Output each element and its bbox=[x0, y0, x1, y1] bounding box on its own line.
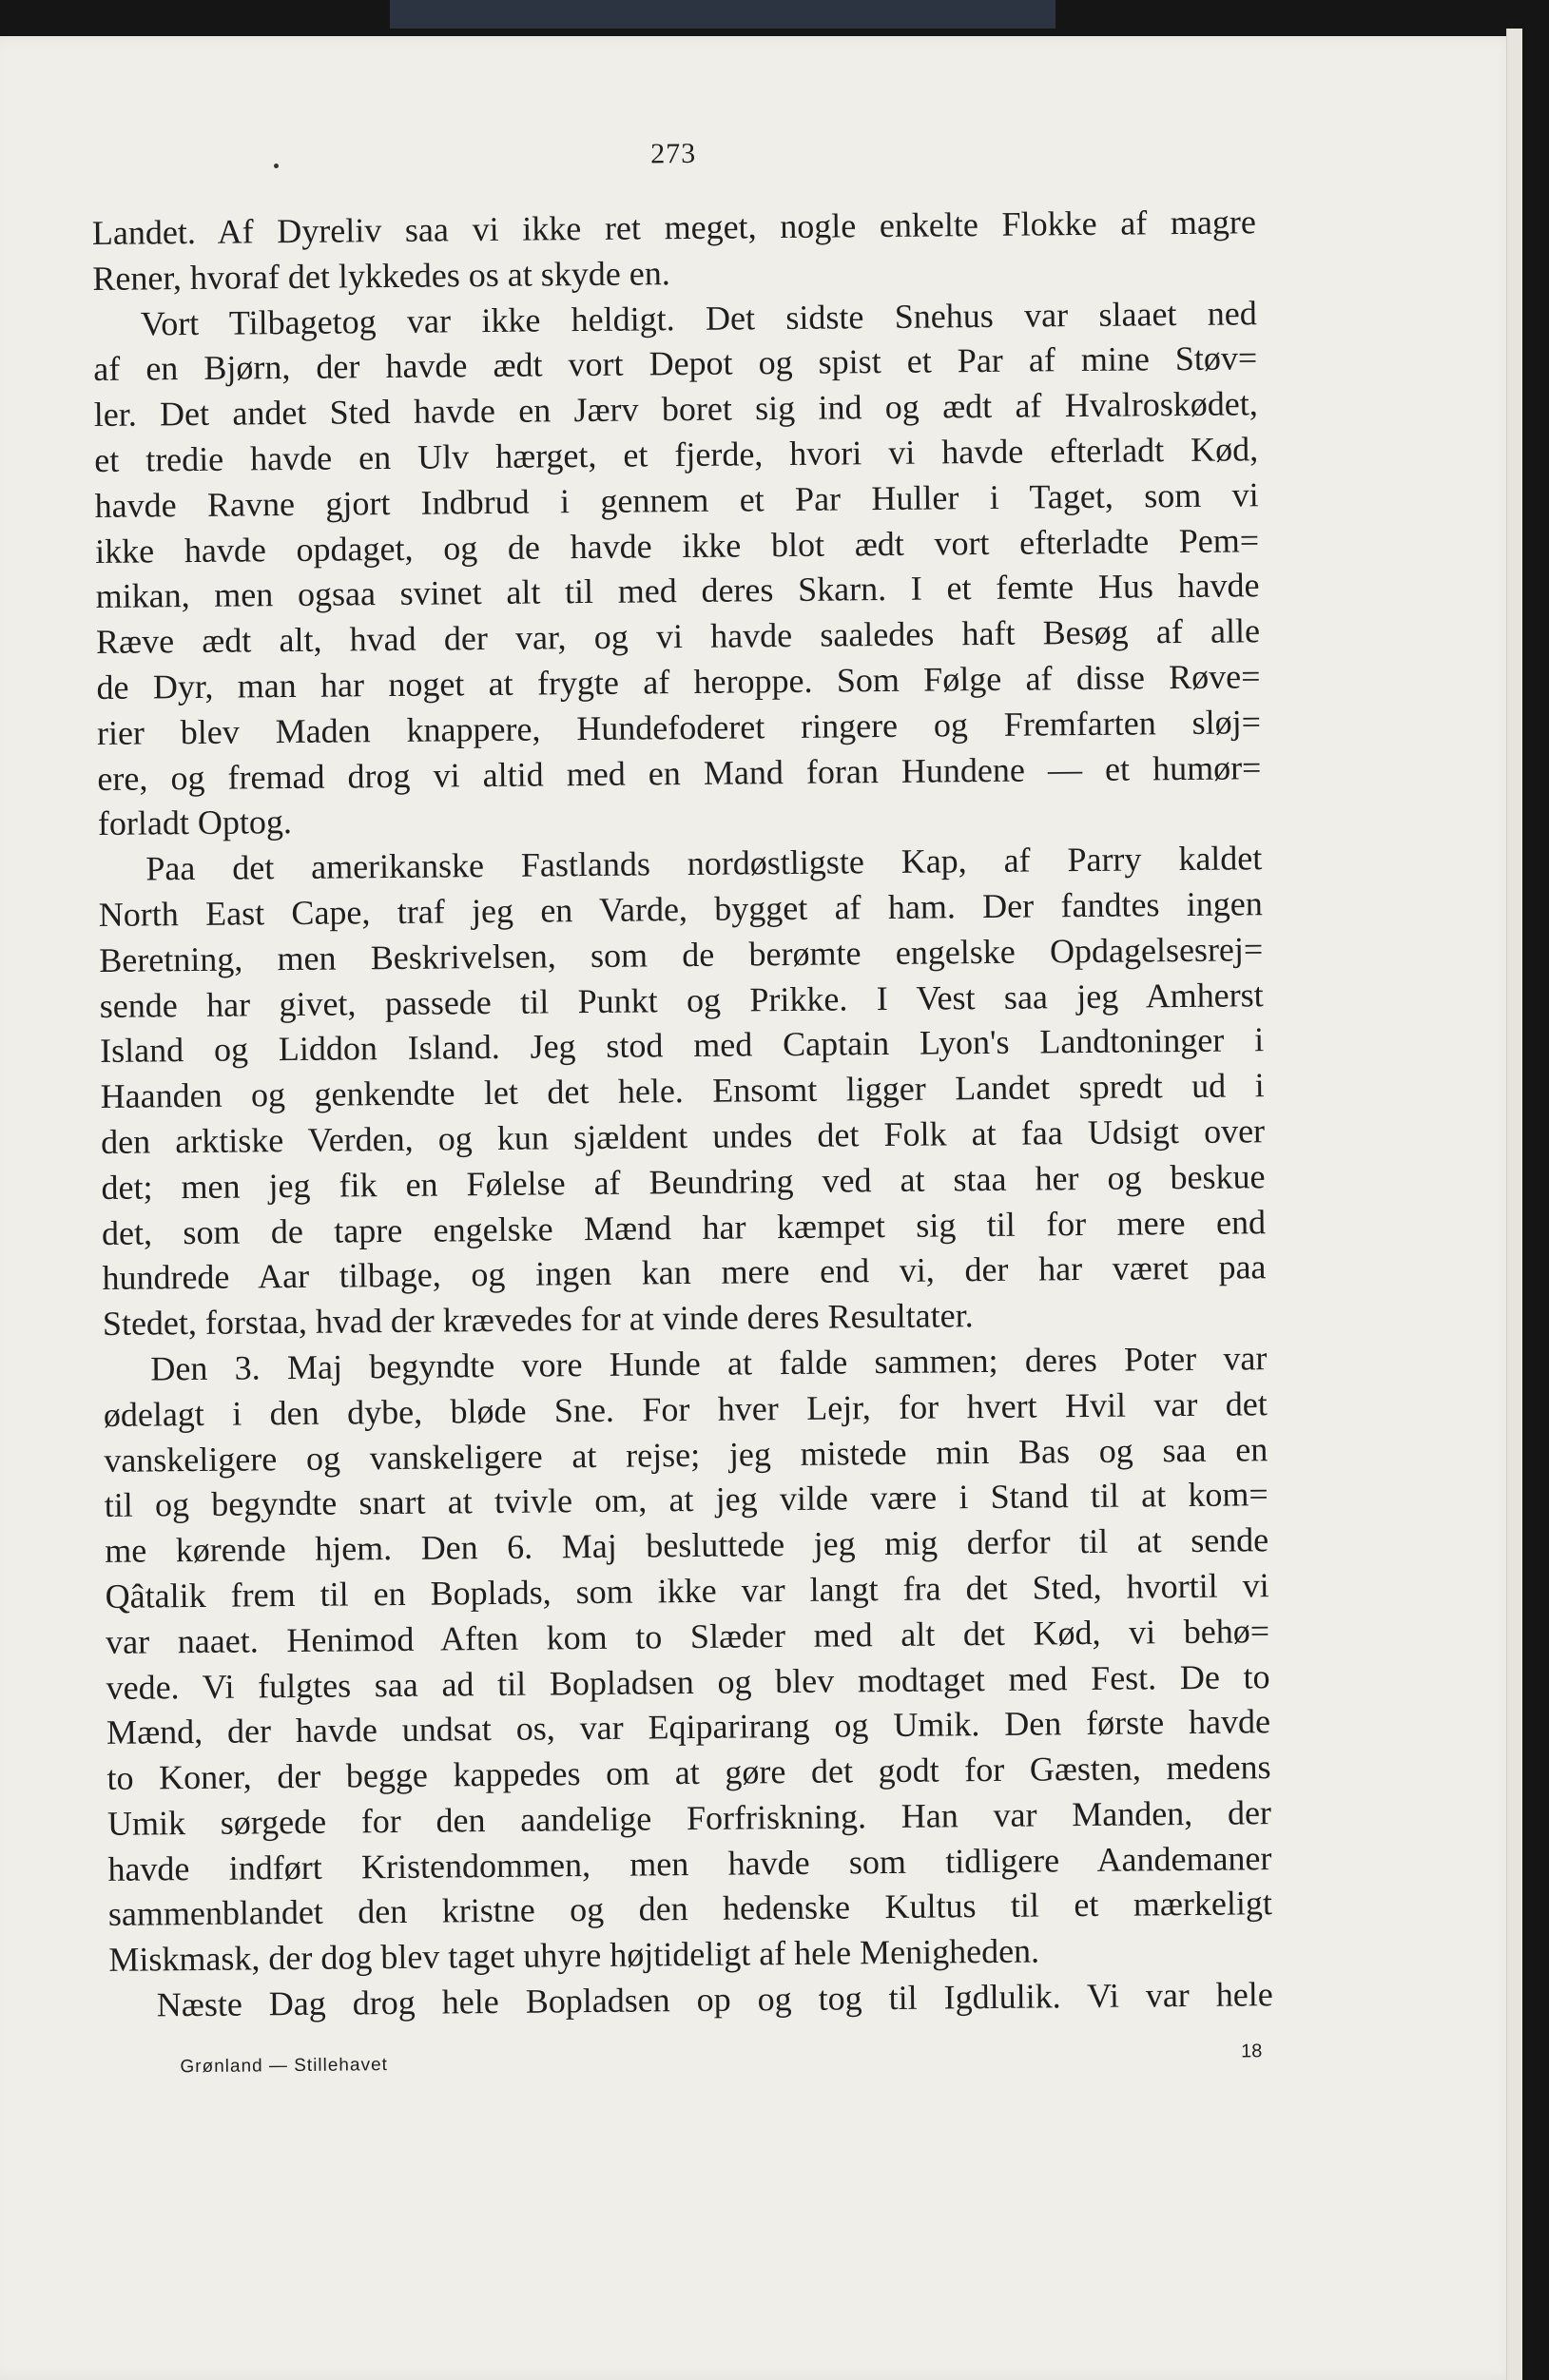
text-line: sende har givet, passede til Punkt og Prikke. I Vest saa jeg Amherst bbox=[99, 975, 1264, 1025]
text-line: Paa det amerikanske Fastlands nordøstligste Kap, af Parry kaldet bbox=[145, 839, 1263, 888]
text-line: Beretning, men Beskrivelsen, som de berømte engelske Opdagelsesrej= bbox=[99, 929, 1264, 979]
text-line: hundrede Aar tilbage, og ingen kan mere end vi, der har været paa bbox=[102, 1248, 1267, 1298]
text-line: Landet. Af Dyreliv saa vi ikke ret meget, nogle enkelte Flokke af magre bbox=[91, 203, 1257, 252]
text-line: ødelagt i den dybe, bløde Sne. For hver Lejr, for hvert Hvil var det bbox=[103, 1383, 1268, 1434]
text-line: Mænd, der havde undsat os, var Eqiparirang og Umik. Den første havde bbox=[106, 1702, 1271, 1752]
text-line: de Dyr, man har noget at frygte af heroppe. Som Følge af disse Røve= bbox=[96, 657, 1261, 706]
text-line: til og begyndte snart at tvivle om, at jeg vilde være i Stand til at kom= bbox=[104, 1475, 1268, 1525]
text-line: forladt Optog. bbox=[97, 803, 293, 843]
text-line: var naaet. Henimod Aften kom to Slæder med alt det Kød, vi behø= bbox=[105, 1611, 1270, 1661]
text-line: Qâtalik frem til en Boplads, som ikke var langt fra det Sted, hvortil vi bbox=[105, 1566, 1269, 1616]
text-line: Island og Liddon Island. Jeg stod med Captain Lyon's Landtoninger i bbox=[99, 1020, 1265, 1071]
text-line: Ræve ædt alt, hvad der var, og vi havde saaledes haft Besøg af alle bbox=[95, 611, 1261, 662]
text-line: me kørende hjem. Den 6. Maj besluttede jeg mig derfor til at sende bbox=[105, 1520, 1269, 1571]
body-text bbox=[92, 200, 1273, 2029]
text-line: havde Ravne gjort Indbrud i gennem et Par Huller i Taget, som vi bbox=[94, 475, 1259, 525]
text-line: Vort Tilbagetog var ikke heldigt. Det sidste Snehus var slaaet ned bbox=[140, 293, 1257, 343]
text-line: Stedet, forstaa, hvad der krævedes for at vinde deres Resultater. bbox=[102, 1296, 974, 1344]
text-line: Næste Dag drog hele Bopladsen op og tog til Igdlulik. Vi var hele bbox=[156, 1975, 1273, 2024]
text-line: den arktiske Verden, og kun sjældent undes det Folk at faa Udsigt over bbox=[100, 1112, 1266, 1161]
footer-sheet-number: 18 bbox=[1240, 2041, 1263, 2062]
text-line: Den 3. Maj begyndte vore Hunde at falde sammen; deres Poter var bbox=[150, 1339, 1268, 1388]
text-line: mikan, men ogsaa svinet alt til med deres Skarn. I et femte Hus havde bbox=[95, 566, 1260, 616]
text-line: det; men jeg fik en Følelse af Beundring ved at staa her og beskue bbox=[101, 1156, 1266, 1207]
text-line: Umik sørgede for den aandelige Forfriskning. Han var Manden, der bbox=[106, 1793, 1272, 1843]
text-line: vanskeligere og vanskeligere at rejse; jeg mistede min Bas og saa en bbox=[104, 1429, 1268, 1480]
footer-signature: Grønland — Stillehavet bbox=[180, 2054, 388, 2078]
text-line: sammenblandet den kristne og den hedenske Kultus til et mærkeligt bbox=[107, 1884, 1273, 1934]
text-line: vede. Vi fulgtes saa ad til Bopladsen og blev modtaget med Fest. De to bbox=[106, 1656, 1270, 1707]
text-line: det, som de tapre engelske Mænd har kæmpet sig til for mere end bbox=[101, 1202, 1267, 1252]
text-line: North East Cape, traf jeg en Varde, bygget af ham. Der fandtes ingen bbox=[98, 884, 1263, 934]
page-text-block bbox=[91, 129, 1274, 2090]
book-cover-edge bbox=[390, 0, 1055, 29]
text-line: to Koner, der begge kappedes om at gøre det godt for Gæsten, medens bbox=[106, 1748, 1271, 1798]
text-line: ler. Det andet Sted havde en Jærv boret sig ind og ædt af Hvalroskødet, bbox=[93, 384, 1258, 435]
page-edge bbox=[1506, 29, 1522, 2380]
text-line: et tredie havde en Ulv hærget, et fjerde, hvori vi havde efterladt Kød, bbox=[94, 430, 1259, 479]
text-line: havde indført Kristendommen, men havde som tidligere Aandemaner bbox=[107, 1838, 1272, 1888]
text-line: Haanden og genkendte let det hele. Ensomt ligger Landet spredt ud i bbox=[100, 1066, 1265, 1116]
text-line: Rener, hvoraf det lykkedes os at skyde en. bbox=[92, 253, 670, 298]
text-line: rier blev Maden knappere, Hundefoderet ringere og Fremfarten sløj= bbox=[96, 702, 1262, 752]
text-line: af en Bjørn, der havde ædt vort Depot og spist et Par af mine Støv= bbox=[93, 339, 1258, 389]
text-line: Miskmask, der dog blev taget uhyre højtideligt af hele Menigheden. bbox=[108, 1931, 1040, 1980]
text-line: ikke havde opdaget, og de havde ikke blot ædt vort efterladte Pem= bbox=[94, 520, 1260, 571]
page-number: 273 bbox=[650, 137, 697, 170]
text-line: ere, og fremad drog vi altid med en Mand foran Hundene — et humør= bbox=[97, 747, 1262, 798]
